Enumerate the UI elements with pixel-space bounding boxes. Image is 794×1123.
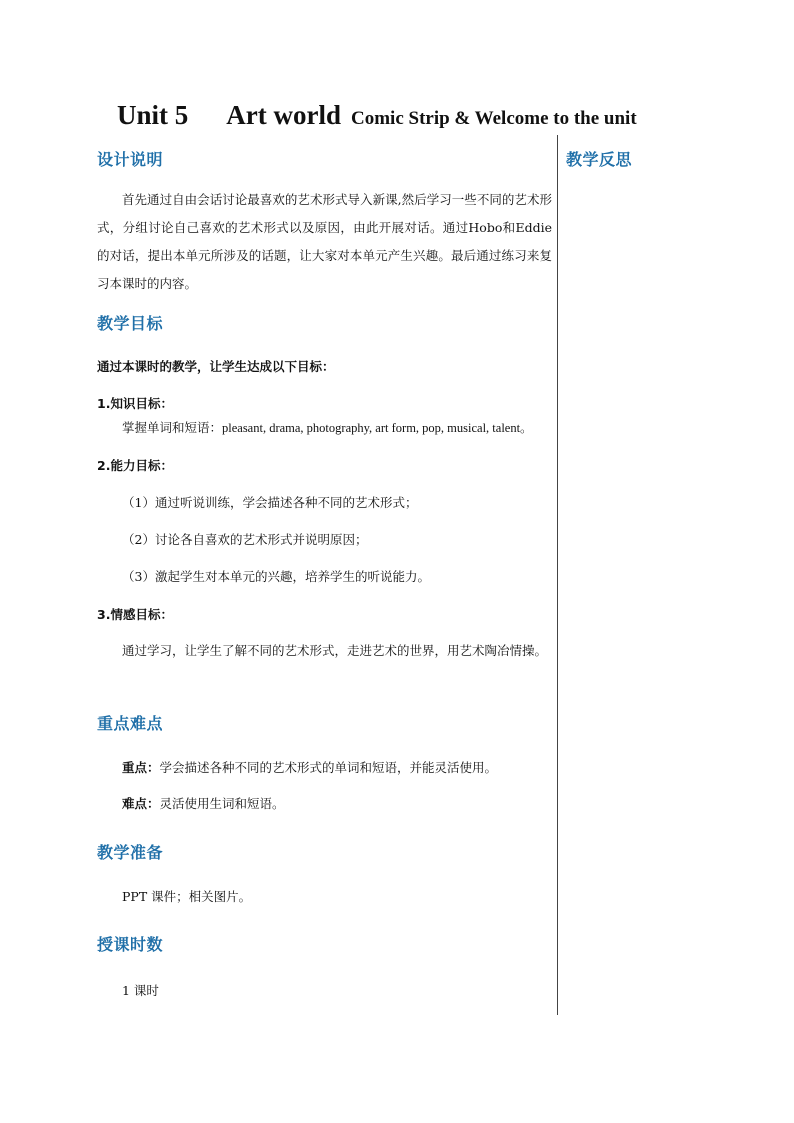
difficult-point: [122, 790, 285, 818]
reflection-heading: 教学反思: [566, 150, 633, 169]
knowledge-heading: 1.知识目标：: [97, 396, 173, 411]
objectives-intro: 通过本课时的教学，让学生达成以下目标：: [97, 359, 335, 374]
difficult-text: 灵活使用生词和短语。: [159, 796, 285, 811]
unit-number: Unit 5: [117, 100, 189, 130]
ability-heading: 2.能力目标：: [97, 458, 173, 473]
key-text: 学会描述各种不同的艺术形式的单词和短语，并能灵活使用。: [159, 760, 498, 775]
key-point: [122, 754, 497, 782]
ability-item: （3）激起学生对本单元的兴趣，培养学生的听说能力。: [122, 569, 430, 584]
hours-text: 1 课时: [122, 983, 159, 998]
objectives-heading: 教学目标: [97, 314, 164, 333]
design-text: 首先通过自由会话讨论最喜欢的艺术形式导入新课,然后学习一些不同的艺术形式，分组讨论自己喜欢的艺术形式以及原因，由此开展对话。通过Hobo和Eddie的对话，提出本单元所涉及的话题，让大家对本单元产生兴趣。最后通过练习来复习本课时的内容。: [97, 192, 552, 291]
page-title: [117, 100, 637, 131]
unit-subtitle: Comic Strip & Welcome to the unit: [351, 108, 637, 129]
column-divider: [557, 135, 558, 1015]
preparation-text: PPT 课件；相关图片。: [122, 889, 252, 904]
emotion-heading: 3.情感目标：: [97, 607, 173, 622]
ability-item: （1）通过听说训练，学会描述各种不同的艺术形式；: [122, 495, 418, 510]
difficult-label: 难点：: [122, 796, 160, 811]
reflection-column: [566, 135, 766, 170]
ability-item: （2）讨论各自喜欢的艺术形式并说明原因；: [122, 532, 368, 547]
preparation-heading: 教学准备: [97, 843, 164, 862]
hours-heading: 授课时数: [97, 935, 164, 954]
knowledge-text: 掌握单词和短语：pleasant, drama, photography, art form, pop, musical, talent。: [122, 421, 533, 435]
key-label: 重点：: [122, 760, 160, 775]
keypoints-heading: 重点难点: [97, 714, 164, 733]
main-column: [97, 135, 552, 1015]
unit-topic: Art world: [226, 100, 341, 130]
emotion-text: 通过学习，让学生了解不同的艺术形式，走进艺术的世界，用艺术陶冶情操。: [122, 643, 548, 658]
design-heading: 设计说明: [97, 150, 164, 169]
